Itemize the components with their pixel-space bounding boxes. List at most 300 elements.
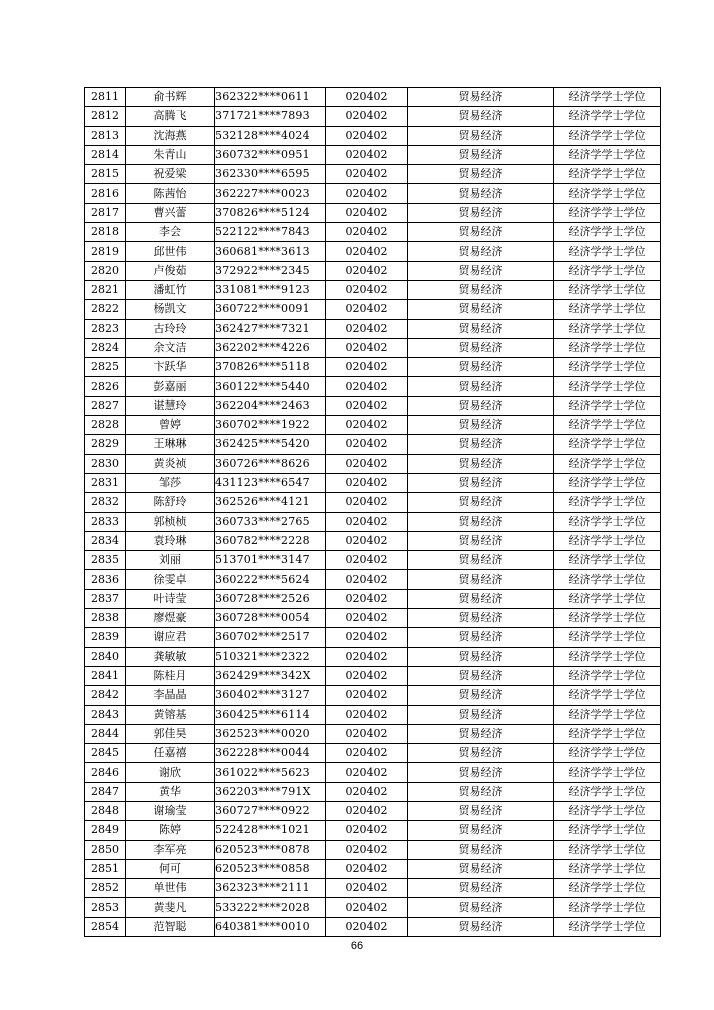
row-index: 2846 [85, 763, 126, 782]
student-name: 王琳琳 [126, 435, 215, 454]
table-row [85, 493, 661, 512]
student-name: 袁玲琳 [126, 531, 215, 550]
major-code: 020402 [326, 821, 408, 840]
major-name: 贸易经济 [408, 551, 554, 570]
row-index: 2842 [85, 686, 126, 705]
row-index: 2826 [85, 377, 126, 396]
masked-id-number: 362523****0020 [215, 724, 326, 743]
row-index: 2852 [85, 879, 126, 898]
masked-id-number: 522122****7843 [215, 223, 326, 242]
table-row [85, 879, 661, 898]
masked-id-number: 533222****2028 [215, 898, 326, 917]
student-name: 徐雯卓 [126, 570, 215, 589]
student-name: 任嘉禧 [126, 744, 215, 763]
major-name: 贸易经济 [408, 917, 554, 936]
table-row [85, 724, 661, 743]
major-code: 020402 [326, 628, 408, 647]
major-name: 贸易经济 [408, 763, 554, 782]
row-index: 2849 [85, 821, 126, 840]
row-index: 2813 [85, 126, 126, 145]
masked-id-number: 362526****4121 [215, 493, 326, 512]
masked-id-number: 362322****0611 [215, 88, 326, 107]
major-code: 020402 [326, 589, 408, 608]
major-code: 020402 [326, 493, 408, 512]
row-index: 2824 [85, 338, 126, 357]
masked-id-number: 620523****0878 [215, 840, 326, 859]
major-code: 020402 [326, 261, 408, 280]
row-index: 2822 [85, 300, 126, 319]
major-name: 贸易经济 [408, 319, 554, 338]
major-name: 贸易经济 [408, 165, 554, 184]
student-name: 谢应君 [126, 628, 215, 647]
major-name: 贸易经济 [408, 724, 554, 743]
student-name: 郭桢桢 [126, 512, 215, 531]
major-name: 贸易经济 [408, 686, 554, 705]
degree-name: 经济学学士学位 [554, 300, 661, 319]
table-row [85, 782, 661, 801]
major-name: 贸易经济 [408, 705, 554, 724]
major-code: 020402 [326, 859, 408, 878]
table-row [85, 435, 661, 454]
table-row [85, 184, 661, 203]
major-name: 贸易经济 [408, 377, 554, 396]
degree-name: 经济学学士学位 [554, 454, 661, 473]
degree-name: 经济学学士学位 [554, 416, 661, 435]
major-code: 020402 [326, 242, 408, 261]
masked-id-number: 360728****2526 [215, 589, 326, 608]
degree-name: 经济学学士学位 [554, 319, 661, 338]
table-row [85, 898, 661, 917]
student-name: 叶诗莹 [126, 589, 215, 608]
student-name: 李会 [126, 223, 215, 242]
major-code: 020402 [326, 531, 408, 550]
table-row [85, 107, 661, 126]
table-row [85, 280, 661, 299]
major-code: 020402 [326, 358, 408, 377]
student-name: 俞书辉 [126, 88, 215, 107]
masked-id-number: 360702****1922 [215, 416, 326, 435]
row-index: 2829 [85, 435, 126, 454]
row-index: 2844 [85, 724, 126, 743]
student-name: 陈婷 [126, 821, 215, 840]
degree-name: 经济学学士学位 [554, 840, 661, 859]
major-name: 贸易经济 [408, 416, 554, 435]
row-index: 2847 [85, 782, 126, 801]
row-index: 2854 [85, 917, 126, 936]
degree-name: 经济学学士学位 [554, 879, 661, 898]
table-row [85, 165, 661, 184]
student-name: 余文洁 [126, 338, 215, 357]
degree-name: 经济学学士学位 [554, 801, 661, 820]
row-index: 2817 [85, 203, 126, 222]
degree-name: 经济学学士学位 [554, 184, 661, 203]
masked-id-number: 360681****3613 [215, 242, 326, 261]
major-name: 贸易经济 [408, 223, 554, 242]
major-code: 020402 [326, 396, 408, 415]
row-index: 2827 [85, 396, 126, 415]
table-row [85, 859, 661, 878]
masked-id-number: 360782****2228 [215, 531, 326, 550]
major-code: 020402 [326, 107, 408, 126]
table-row [85, 821, 661, 840]
masked-id-number: 362330****6595 [215, 165, 326, 184]
major-name: 贸易经济 [408, 647, 554, 666]
table-row [85, 917, 661, 936]
masked-id-number: 331081****9123 [215, 280, 326, 299]
degree-name: 经济学学士学位 [554, 898, 661, 917]
table-row [85, 416, 661, 435]
major-name: 贸易经济 [408, 358, 554, 377]
major-name: 贸易经济 [408, 145, 554, 164]
student-name: 朱青山 [126, 145, 215, 164]
major-code: 020402 [326, 647, 408, 666]
masked-id-number: 370826****5124 [215, 203, 326, 222]
student-name: 彭嘉丽 [126, 377, 215, 396]
masked-id-number: 362202****4226 [215, 338, 326, 357]
major-code: 020402 [326, 145, 408, 164]
student-name: 潘虹竹 [126, 280, 215, 299]
major-code: 020402 [326, 763, 408, 782]
degree-name: 经济学学士学位 [554, 821, 661, 840]
student-name: 谢欣 [126, 763, 215, 782]
major-code: 020402 [326, 184, 408, 203]
table-row [85, 647, 661, 666]
table-row [85, 88, 661, 107]
student-name: 陈茜怡 [126, 184, 215, 203]
table-row [85, 473, 661, 492]
major-name: 贸易经济 [408, 493, 554, 512]
masked-id-number: 360402****3127 [215, 686, 326, 705]
student-name: 范智聪 [126, 917, 215, 936]
masked-id-number: 510321****2322 [215, 647, 326, 666]
table-row [85, 801, 661, 820]
row-index: 2838 [85, 609, 126, 628]
degree-name: 经济学学士学位 [554, 377, 661, 396]
degree-name: 经济学学士学位 [554, 609, 661, 628]
major-name: 贸易经济 [408, 338, 554, 357]
masked-id-number: 362323****2111 [215, 879, 326, 898]
degree-name: 经济学学士学位 [554, 280, 661, 299]
major-name: 贸易经济 [408, 879, 554, 898]
table-row [85, 705, 661, 724]
degree-name: 经济学学士学位 [554, 107, 661, 126]
degree-name: 经济学学士学位 [554, 686, 661, 705]
masked-id-number: 431123****6547 [215, 473, 326, 492]
student-name: 李晶晶 [126, 686, 215, 705]
major-code: 020402 [326, 801, 408, 820]
major-name: 贸易经济 [408, 300, 554, 319]
row-index: 2836 [85, 570, 126, 589]
table-row [85, 358, 661, 377]
degree-name: 经济学学士学位 [554, 705, 661, 724]
masked-id-number: 372922****2345 [215, 261, 326, 280]
student-name: 何可 [126, 859, 215, 878]
table-row [85, 686, 661, 705]
masked-id-number: 362203****791X [215, 782, 326, 801]
row-index: 2834 [85, 531, 126, 550]
degree-name: 经济学学士学位 [554, 666, 661, 685]
roster-body [85, 88, 661, 937]
student-name: 刘丽 [126, 551, 215, 570]
degree-name: 经济学学士学位 [554, 203, 661, 222]
major-code: 020402 [326, 454, 408, 473]
degree-name: 经济学学士学位 [554, 473, 661, 492]
student-name: 李军亮 [126, 840, 215, 859]
degree-name: 经济学学士学位 [554, 165, 661, 184]
degree-name: 经济学学士学位 [554, 358, 661, 377]
degree-name: 经济学学士学位 [554, 531, 661, 550]
degree-name: 经济学学士学位 [554, 512, 661, 531]
major-code: 020402 [326, 840, 408, 859]
row-index: 2825 [85, 358, 126, 377]
student-name: 廖煜豪 [126, 609, 215, 628]
student-name: 龚敏敏 [126, 647, 215, 666]
degree-name: 经济学学士学位 [554, 570, 661, 589]
masked-id-number: 513701****3147 [215, 551, 326, 570]
table-row [85, 126, 661, 145]
table-row [85, 531, 661, 550]
student-name: 高腾飞 [126, 107, 215, 126]
row-index: 2811 [85, 88, 126, 107]
major-code: 020402 [326, 300, 408, 319]
table-row [85, 551, 661, 570]
major-name: 贸易经济 [408, 821, 554, 840]
major-name: 贸易经济 [408, 280, 554, 299]
masked-id-number: 360733****2765 [215, 512, 326, 531]
major-code: 020402 [326, 609, 408, 628]
row-index: 2820 [85, 261, 126, 280]
major-code: 020402 [326, 223, 408, 242]
masked-id-number: 360726****8626 [215, 454, 326, 473]
major-name: 贸易经济 [408, 589, 554, 608]
degree-name: 经济学学士学位 [554, 628, 661, 647]
table-row [85, 570, 661, 589]
major-code: 020402 [326, 88, 408, 107]
student-name: 沈海燕 [126, 126, 215, 145]
degree-name: 经济学学士学位 [554, 261, 661, 280]
masked-id-number: 362429****342X [215, 666, 326, 685]
major-code: 020402 [326, 705, 408, 724]
student-name: 邱世伟 [126, 242, 215, 261]
major-code: 020402 [326, 570, 408, 589]
masked-id-number: 360122****5440 [215, 377, 326, 396]
row-index: 2823 [85, 319, 126, 338]
row-index: 2833 [85, 512, 126, 531]
major-name: 贸易经济 [408, 107, 554, 126]
masked-id-number: 360425****6114 [215, 705, 326, 724]
masked-id-number: 371721****7893 [215, 107, 326, 126]
row-index: 2819 [85, 242, 126, 261]
table-row [85, 377, 661, 396]
table-row [85, 744, 661, 763]
major-code: 020402 [326, 319, 408, 338]
degree-name: 经济学学士学位 [554, 223, 661, 242]
masked-id-number: 362227****0023 [215, 184, 326, 203]
student-name: 卢俊茹 [126, 261, 215, 280]
degree-name: 经济学学士学位 [554, 589, 661, 608]
masked-id-number: 360702****2517 [215, 628, 326, 647]
major-code: 020402 [326, 686, 408, 705]
row-index: 2843 [85, 705, 126, 724]
major-code: 020402 [326, 917, 408, 936]
major-name: 贸易经济 [408, 396, 554, 415]
major-name: 贸易经济 [408, 840, 554, 859]
major-name: 贸易经济 [408, 628, 554, 647]
student-name: 杨凯文 [126, 300, 215, 319]
student-name: 陈桂月 [126, 666, 215, 685]
major-code: 020402 [326, 435, 408, 454]
masked-id-number: 360728****0054 [215, 609, 326, 628]
major-code: 020402 [326, 165, 408, 184]
major-name: 贸易经济 [408, 435, 554, 454]
table-row [85, 242, 661, 261]
student-name: 古玲玲 [126, 319, 215, 338]
row-index: 2815 [85, 165, 126, 184]
masked-id-number: 362425****5420 [215, 435, 326, 454]
row-index: 2840 [85, 647, 126, 666]
row-index: 2812 [85, 107, 126, 126]
row-index: 2814 [85, 145, 126, 164]
major-name: 贸易经济 [408, 609, 554, 628]
major-name: 贸易经济 [408, 782, 554, 801]
row-index: 2816 [85, 184, 126, 203]
major-name: 贸易经济 [408, 203, 554, 222]
table-row [85, 512, 661, 531]
row-index: 2851 [85, 859, 126, 878]
masked-id-number: 362228****0044 [215, 744, 326, 763]
student-name: 郭佳昊 [126, 724, 215, 743]
masked-id-number: 620523****0858 [215, 859, 326, 878]
degree-name: 经济学学士学位 [554, 744, 661, 763]
table-row [85, 319, 661, 338]
page-number: 66 [350, 940, 364, 952]
major-code: 020402 [326, 280, 408, 299]
major-name: 贸易经济 [408, 570, 554, 589]
major-code: 020402 [326, 126, 408, 145]
major-name: 贸易经济 [408, 184, 554, 203]
major-code: 020402 [326, 551, 408, 570]
student-name: 谢瑜莹 [126, 801, 215, 820]
row-index: 2837 [85, 589, 126, 608]
major-code: 020402 [326, 416, 408, 435]
major-code: 020402 [326, 512, 408, 531]
degree-name: 经济学学士学位 [554, 782, 661, 801]
major-name: 贸易经济 [408, 454, 554, 473]
degree-name: 经济学学士学位 [554, 917, 661, 936]
row-index: 2848 [85, 801, 126, 820]
table-row [85, 223, 661, 242]
major-code: 020402 [326, 473, 408, 492]
major-name: 贸易经济 [408, 859, 554, 878]
student-name: 黄华 [126, 782, 215, 801]
degree-name: 经济学学士学位 [554, 145, 661, 164]
masked-id-number: 640381****0010 [215, 917, 326, 936]
masked-id-number: 370826****5118 [215, 358, 326, 377]
major-name: 贸易经济 [408, 898, 554, 917]
student-name: 陈舒玲 [126, 493, 215, 512]
major-name: 贸易经济 [408, 88, 554, 107]
table-row [85, 840, 661, 859]
table-row [85, 628, 661, 647]
row-index: 2839 [85, 628, 126, 647]
table-row [85, 454, 661, 473]
major-code: 020402 [326, 666, 408, 685]
degree-name: 经济学学士学位 [554, 338, 661, 357]
major-name: 贸易经济 [408, 473, 554, 492]
major-code: 020402 [326, 898, 408, 917]
major-code: 020402 [326, 724, 408, 743]
row-index: 2853 [85, 898, 126, 917]
major-code: 020402 [326, 203, 408, 222]
major-name: 贸易经济 [408, 666, 554, 685]
degree-name: 经济学学士学位 [554, 493, 661, 512]
major-code: 020402 [326, 377, 408, 396]
masked-id-number: 360722****0091 [215, 300, 326, 319]
student-name: 黄炎祯 [126, 454, 215, 473]
major-name: 贸易经济 [408, 126, 554, 145]
student-name: 邹莎 [126, 473, 215, 492]
table-row [85, 145, 661, 164]
graduate-roster-table [84, 87, 661, 937]
row-index: 2832 [85, 493, 126, 512]
student-name: 单世伟 [126, 879, 215, 898]
major-name: 贸易经济 [408, 512, 554, 531]
degree-name: 经济学学士学位 [554, 126, 661, 145]
major-name: 贸易经济 [408, 801, 554, 820]
row-index: 2828 [85, 416, 126, 435]
row-index: 2835 [85, 551, 126, 570]
major-name: 贸易经济 [408, 242, 554, 261]
row-index: 2841 [85, 666, 126, 685]
major-code: 020402 [326, 338, 408, 357]
degree-name: 经济学学士学位 [554, 763, 661, 782]
major-code: 020402 [326, 744, 408, 763]
row-index: 2821 [85, 280, 126, 299]
table-row [85, 300, 661, 319]
student-name: 曾婷 [126, 416, 215, 435]
table-row [85, 589, 661, 608]
row-index: 2845 [85, 744, 126, 763]
masked-id-number: 361022****5623 [215, 763, 326, 782]
student-name: 祝爱梁 [126, 165, 215, 184]
major-code: 020402 [326, 879, 408, 898]
masked-id-number: 362204****2463 [215, 396, 326, 415]
student-name: 黄镕基 [126, 705, 215, 724]
major-name: 贸易经济 [408, 261, 554, 280]
degree-name: 经济学学士学位 [554, 88, 661, 107]
degree-name: 经济学学士学位 [554, 396, 661, 415]
student-name: 卞跃华 [126, 358, 215, 377]
masked-id-number: 360727****0922 [215, 801, 326, 820]
degree-name: 经济学学士学位 [554, 242, 661, 261]
degree-name: 经济学学士学位 [554, 647, 661, 666]
masked-id-number: 532128****4024 [215, 126, 326, 145]
masked-id-number: 360222****5624 [215, 570, 326, 589]
table-row [85, 609, 661, 628]
degree-name: 经济学学士学位 [554, 435, 661, 454]
table-row [85, 203, 661, 222]
masked-id-number: 522428****1021 [215, 821, 326, 840]
table-row [85, 261, 661, 280]
major-name: 贸易经济 [408, 531, 554, 550]
student-name: 谌慧玲 [126, 396, 215, 415]
major-name: 贸易经济 [408, 744, 554, 763]
row-index: 2831 [85, 473, 126, 492]
table-row [85, 396, 661, 415]
student-name: 曹兴蕾 [126, 203, 215, 222]
masked-id-number: 362427****7321 [215, 319, 326, 338]
degree-name: 经济学学士学位 [554, 859, 661, 878]
